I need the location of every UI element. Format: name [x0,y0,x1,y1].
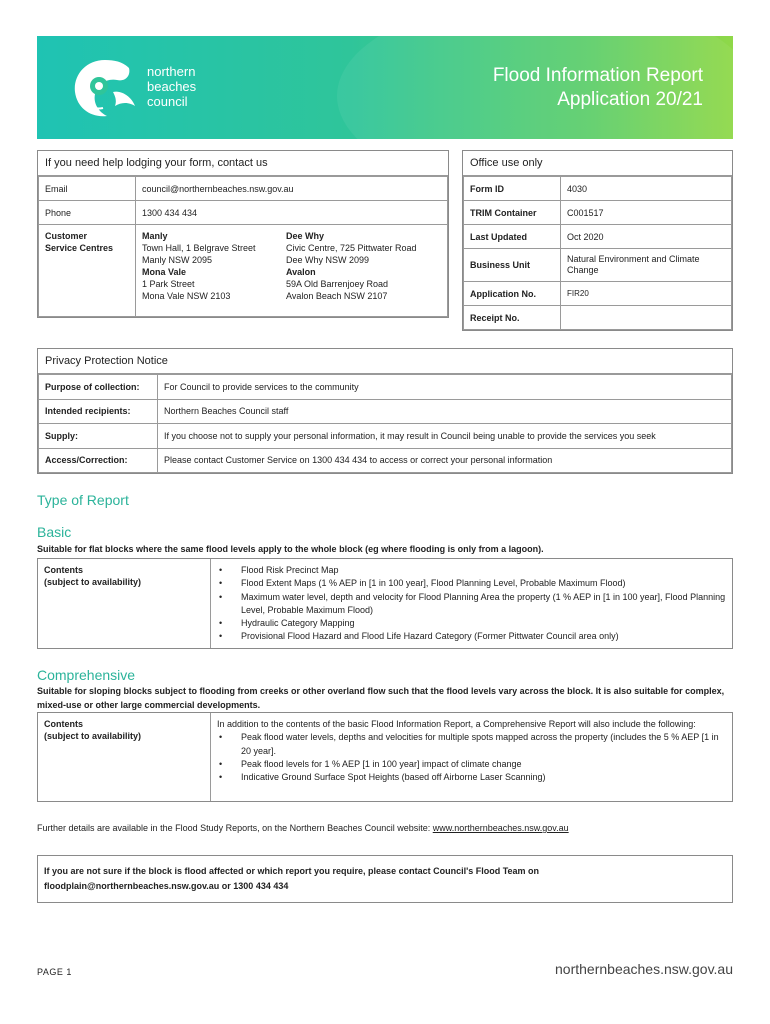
contact-row-phone [39,201,448,225]
logo-wordmark [147,64,196,109]
form-title [493,64,703,112]
privacy-label: Access/Correction: [39,448,158,473]
contact-table [38,176,448,317]
contact-heading: If you need help lodging your form, contact us [38,151,448,176]
list-item: • Peak flood levels for 1 % AEP [1 in 100 year] impact of climate change [217,758,726,771]
office-label: Application No. [464,282,561,306]
basic-contents-label [38,559,211,648]
office-row-trim [464,201,732,225]
centre-suburb: Dee Why NSW 2099 [286,255,370,265]
privacy-row [39,399,732,424]
privacy-value: Please contact Customer Service on 1300 434 434 to access or correct your personal information [158,448,732,473]
centres-label-line-2: Service Centres [45,243,114,253]
application-number-field[interactable]: FIR20 [561,282,732,306]
centre-address: Town Hall, 1 Belgrave Street [142,243,256,253]
office-use-box [462,150,733,331]
office-heading: Office use only [463,151,732,176]
contact-box [37,150,449,318]
form-title-line-1: Flood Information Report [492,65,703,86]
privacy-label: Supply: [39,424,158,449]
form-title-line-2: Application 20/21 [557,89,703,110]
contents-availability: (subject to availability) [44,577,142,587]
privacy-row [39,375,732,400]
centres-label-line-1: Customer [45,231,88,241]
page-number: PAGE 1 [37,967,72,977]
office-row-last-updated [464,225,732,249]
further-details [37,823,569,833]
email-label: Email [39,177,136,201]
contents-availability: (subject to availability) [44,731,142,741]
privacy-value: For Council to provide services to the community [158,375,732,400]
centre-name: Dee Why [286,231,325,241]
email-value[interactable]: council@northernbeaches.nsw.gov.au [136,177,448,201]
basic-contents-box [37,558,733,649]
centre-dee-why [286,230,426,266]
centre-name: Manly [142,231,168,241]
basic-heading: Basic [37,524,72,540]
receipt-number-field[interactable] [561,306,732,330]
office-value: C001517 [561,201,732,225]
logo-line: council [147,94,188,109]
centre-suburb: Manly NSW 2095 [142,255,213,265]
centre-address: Civic Centre, 725 Pittwater Road [286,243,417,253]
list-item: • Indicative Ground Surface Spot Heights (based off Airborne Laser Scanning) [217,771,726,784]
comprehensive-intro: In addition to the contents of the basic Flood Information Report, a Comprehensive Report will also include the following: [217,719,696,729]
office-row-form-id [464,177,732,201]
centre-address: 1 Park Street [142,279,195,289]
office-label: Last Updated [464,225,561,249]
centre-name: Mona Vale [142,267,187,277]
list-item: • Flood Risk Precinct Map [217,564,726,577]
list-item: • Hydraulic Category Mapping [217,617,726,630]
privacy-value: If you choose not to supply your personal information, it may result in Council being unable to provide the services you seek [158,424,732,449]
centre-avalon [286,266,426,302]
centres-label [39,225,136,317]
flood-team-notice [37,855,733,903]
logo-line: northern [147,64,196,79]
privacy-value: Northern Beaches Council staff [158,399,732,424]
type-of-report-heading: Type of Report [37,492,129,508]
comprehensive-contents-label [38,713,211,801]
contents-label: Contents [44,719,83,729]
privacy-table [38,374,732,473]
office-row-receipt-no [464,306,732,330]
basic-contents-list [211,559,732,648]
notice-line-1: If you are not sure if the block is flood affected or which report you require, please contact Council's Flood Team on [44,866,540,876]
contact-row-email [39,177,448,201]
office-label: TRIM Container [464,201,561,225]
privacy-label: Purpose of collection: [39,375,158,400]
logo-line: beaches [147,79,197,94]
office-row-application-no [464,282,732,306]
council-website-link[interactable]: www.northernbeaches.nsw.gov.au [432,823,569,833]
centre-name: Avalon [286,267,316,277]
centre-suburb: Avalon Beach NSW 2107 [286,291,388,301]
phone-label: Phone [39,201,136,225]
centre-suburb: Mona Vale NSW 2103 [142,291,231,301]
centre-mona-vale [142,266,282,302]
basic-description: Suitable for flat blocks where the same flood levels apply to the whole block (eg where flooding is only from a lagoon). [37,544,544,554]
centres-list [136,225,448,317]
list-item: • Flood Extent Maps (1 % AEP in [1 in 100 year], Flood Planning Level, Probable Maximum Flood) [217,577,726,590]
office-label: Receipt No. [464,306,561,330]
contact-row-centres [39,225,448,317]
list-item: • Maximum water level, depth and velocity for Flood Planning Area the property (1 % AEP in [1 in 100 year], Flood Planning Level, Probable Maximum Flood) [217,591,726,618]
office-row-business-unit [464,249,732,282]
header-banner [37,36,733,139]
privacy-heading: Privacy Protection Notice [38,349,732,374]
notice-line-2: floodplain@northernbeaches.nsw.gov.au or 1300 434 434 [44,881,289,891]
contents-label: Contents [44,565,83,575]
office-label: Form ID [464,177,561,201]
comprehensive-heading: Comprehensive [37,667,136,683]
office-table [463,176,732,330]
privacy-notice-box [37,348,733,474]
phone-value: 1300 434 434 [136,201,448,225]
list-item: • Peak flood water levels, depths and velocities for multiple spots mapped across the property (includes the 5 % AEP [1 in 20 year]. [217,731,726,758]
centre-address: 59A Old Barrenjoey Road [286,279,389,289]
list-item: • Provisional Flood Hazard and Flood Life Hazard Category (Former Pittwater Council area only) [217,630,726,643]
comprehensive-description: Suitable for sloping blocks subject to flooding from creeks or other overland flow such that the flood levels vary across the block. It is also suitable for complex, mixed-use or other large commercial developments. [37,686,725,710]
office-value: 4030 [561,177,732,201]
centre-manly [142,230,282,266]
privacy-row [39,448,732,473]
office-value: Oct 2020 [561,225,732,249]
footer-website: northernbeaches.nsw.gov.au [555,961,733,977]
further-details-text: Further details are available in the Flood Study Reports, on the Northern Beaches Council website: [37,823,433,833]
office-label: Business Unit [464,249,561,282]
office-value: Natural Environment and Climate Change [561,249,732,282]
comprehensive-contents-list [211,713,732,801]
privacy-row [39,424,732,449]
comprehensive-contents-box [37,712,733,802]
privacy-label: Intended recipients: [39,399,158,424]
council-logo-icon [69,56,141,122]
